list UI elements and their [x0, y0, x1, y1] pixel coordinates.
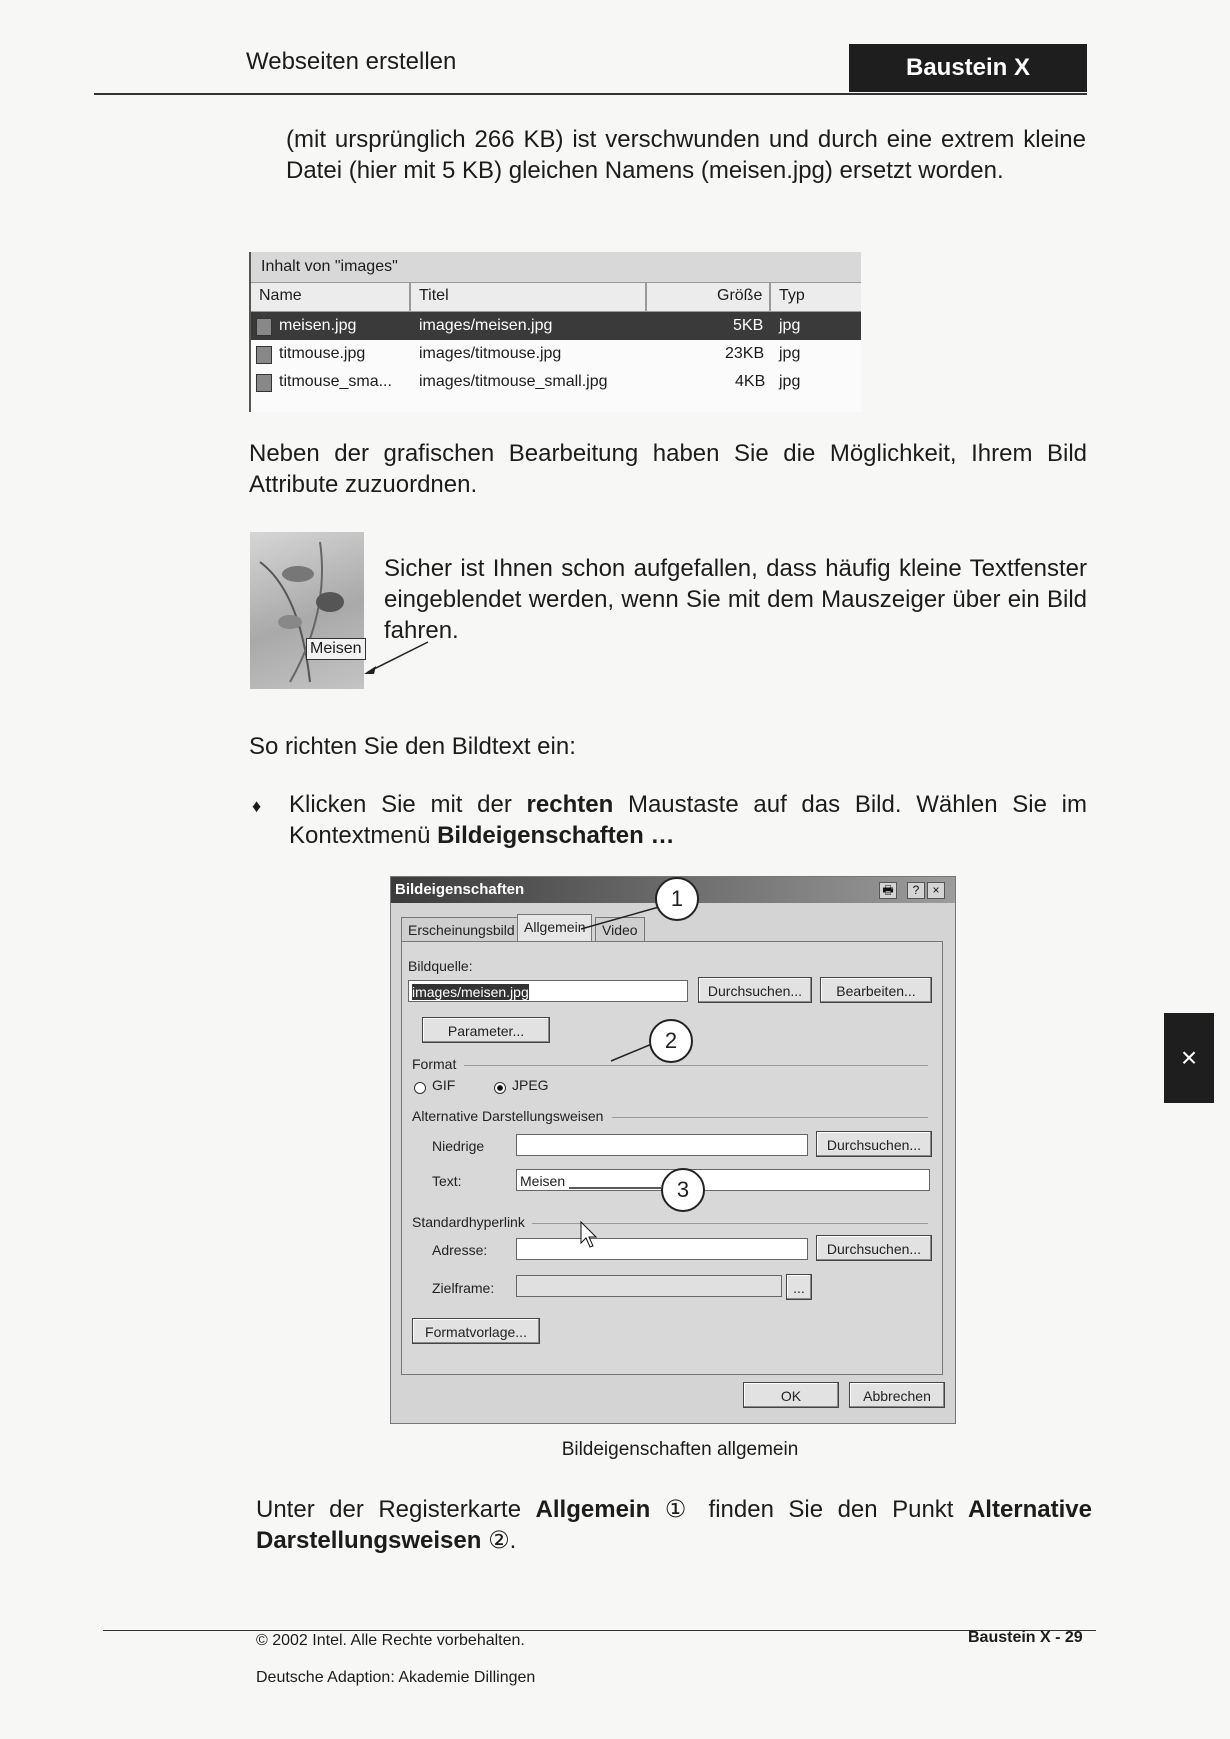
bullet-diamond-icon: ♦: [252, 796, 262, 816]
bullet-bold: rechten: [526, 791, 614, 818]
tab-allgemein[interactable]: Allgemein: [517, 914, 592, 942]
callout-2: 2: [649, 1019, 693, 1063]
hint-text: Unter der Registerkarte: [256, 1496, 536, 1523]
page-number: Baustein X - 29: [968, 1629, 1083, 1646]
bildquelle-value: images/meisen.jpg: [412, 984, 529, 1000]
image-file-icon: [256, 346, 272, 364]
callout-1: 1: [655, 877, 699, 921]
paragraph-attributes: Neben der grafischen Bearbeitung haben Sie die Möglichkeit, Ihrem Bild Attribute zuzuordnen.: [249, 440, 1087, 498]
zielframe-picker-button[interactable]: ...: [786, 1274, 812, 1300]
adresse-browse-button[interactable]: Durchsuchen...: [816, 1235, 932, 1261]
alt-display-group-label: Alternative Darstellungsweisen: [412, 1108, 604, 1124]
footer-copyright: © 2002 Intel. Alle Rechte vorbehalten.: [256, 1632, 525, 1649]
bildquelle-label: Bildquelle:: [408, 958, 473, 974]
standardhyperlink-label: Standardhyperlink: [412, 1214, 525, 1230]
file-list-panel: [249, 252, 861, 412]
alt-text-input[interactable]: Meisen: [516, 1169, 930, 1191]
file-size: 4KB: [735, 373, 766, 390]
file-row-selected[interactable]: [251, 312, 861, 340]
bullet-text: Klicken Sie mit der: [289, 791, 527, 818]
help-button[interactable]: ?: [907, 882, 925, 899]
header-divider: [94, 93, 1087, 95]
niedrige-browse-button[interactable]: Durchsuchen...: [816, 1131, 932, 1157]
dialog-title: Bildeigenschaften: [391, 877, 955, 903]
format-label: Format: [412, 1056, 457, 1072]
tab-erscheinungsbild[interactable]: Erscheinungsbild: [401, 917, 522, 942]
paragraph-tab-hint: [256, 1494, 1092, 1556]
footer-divider: [103, 1630, 1096, 1631]
bullet-bold: Bildeigenschaften …: [437, 822, 675, 849]
image-file-icon: [256, 318, 272, 336]
print-icon[interactable]: 🖶: [879, 882, 897, 899]
jpeg-label: JPEG: [512, 1077, 549, 1093]
bildquelle-browse-button[interactable]: Durchsuchen...: [698, 977, 812, 1003]
file-type: jpg: [779, 373, 801, 390]
text-label: Text:: [432, 1173, 462, 1189]
file-size: 23KB: [725, 345, 765, 362]
column-divider: [409, 283, 411, 311]
column-size[interactable]: Größe: [717, 287, 763, 304]
file-type: jpg: [779, 345, 801, 362]
bildeigenschaften-dialog: [390, 876, 956, 1424]
column-divider: [769, 283, 771, 311]
file-size: 5KB: [733, 317, 764, 334]
callout-lines: [391, 877, 955, 1423]
gif-label: GIF: [432, 1077, 456, 1093]
hint-text: ① finden Sie den Punkt: [650, 1496, 968, 1523]
column-type[interactable]: Typ: [779, 287, 805, 304]
bearbeiten-button[interactable]: Bearbeiten...: [820, 977, 932, 1003]
file-list-header: [251, 283, 861, 312]
file-title: images/meisen.jpg: [419, 317, 553, 334]
image-file-icon: [256, 374, 272, 392]
parameter-button[interactable]: Parameter...: [422, 1017, 550, 1043]
file-row[interactable]: [251, 340, 861, 368]
file-name: titmouse.jpg: [279, 345, 366, 362]
file-name: titmouse_sma...: [279, 373, 392, 390]
adresse-label: Adresse:: [432, 1242, 488, 1258]
mouse-cursor-icon: [581, 1222, 596, 1247]
file-type: jpg: [779, 317, 801, 334]
file-name: meisen.jpg: [279, 317, 357, 334]
formatvorlage-button[interactable]: Formatvorlage...: [412, 1318, 540, 1344]
tab-video[interactable]: Video: [595, 917, 645, 942]
abbrechen-button[interactable]: Abbrechen: [849, 1382, 945, 1408]
figure-caption: Bildeigenschaften allgemein: [561, 1439, 799, 1460]
section-badge: Baustein X: [849, 44, 1087, 92]
hint-bold: Allgemein: [535, 1496, 651, 1523]
paragraph-file-replaced: (mit ursprünglich 266 KB) ist verschwunden und durch eine extrem kleine Datei (hier mit 5 KB) gleichen Namens (meisen.jpg) ersetzt worden.: [286, 126, 1086, 184]
hint-bold: Alternative Darstellungsweisen: [256, 1496, 1092, 1554]
tooltip-label: Meisen: [306, 638, 366, 660]
column-name[interactable]: Name: [259, 287, 302, 304]
file-title: images/titmouse.jpg: [419, 345, 562, 362]
zielframe-label: Zielframe:: [432, 1280, 495, 1296]
ok-button[interactable]: OK: [743, 1382, 839, 1408]
column-title[interactable]: Titel: [419, 287, 449, 304]
running-header-title: Webseiten erstellen: [246, 48, 457, 75]
column-divider: [645, 283, 647, 311]
footer-adaption: Deutsche Adaption: Akademie Dillingen: [256, 1669, 536, 1686]
file-title: images/titmouse_small.jpg: [419, 373, 608, 390]
hint-text: ②.: [481, 1527, 517, 1554]
bird-image: [250, 532, 364, 689]
bird-sketch-icon: [250, 532, 364, 689]
paragraph-howto: So richten Sie den Bildtext ein:: [249, 733, 576, 760]
bullet-instruction: [289, 789, 1087, 851]
callout-3: 3: [661, 1168, 705, 1212]
paragraph-tooltip: Sicher ist Ihnen schon aufgefallen, dass häufig kleine Textfenster eingeblendet werden, wenn Sie mit dem Mauszeiger über ein Bild fahren.: [384, 555, 1087, 644]
file-row[interactable]: [251, 368, 861, 396]
close-button[interactable]: ×: [927, 882, 945, 899]
niedrige-label: Niedrige: [432, 1138, 485, 1154]
side-tab-close-icon: ×: [1164, 1013, 1214, 1103]
file-list-title: Inhalt von "images": [251, 252, 861, 283]
bullet-text: Maustaste auf das Bild. Wählen Sie im Kontextmenü: [289, 791, 1088, 849]
